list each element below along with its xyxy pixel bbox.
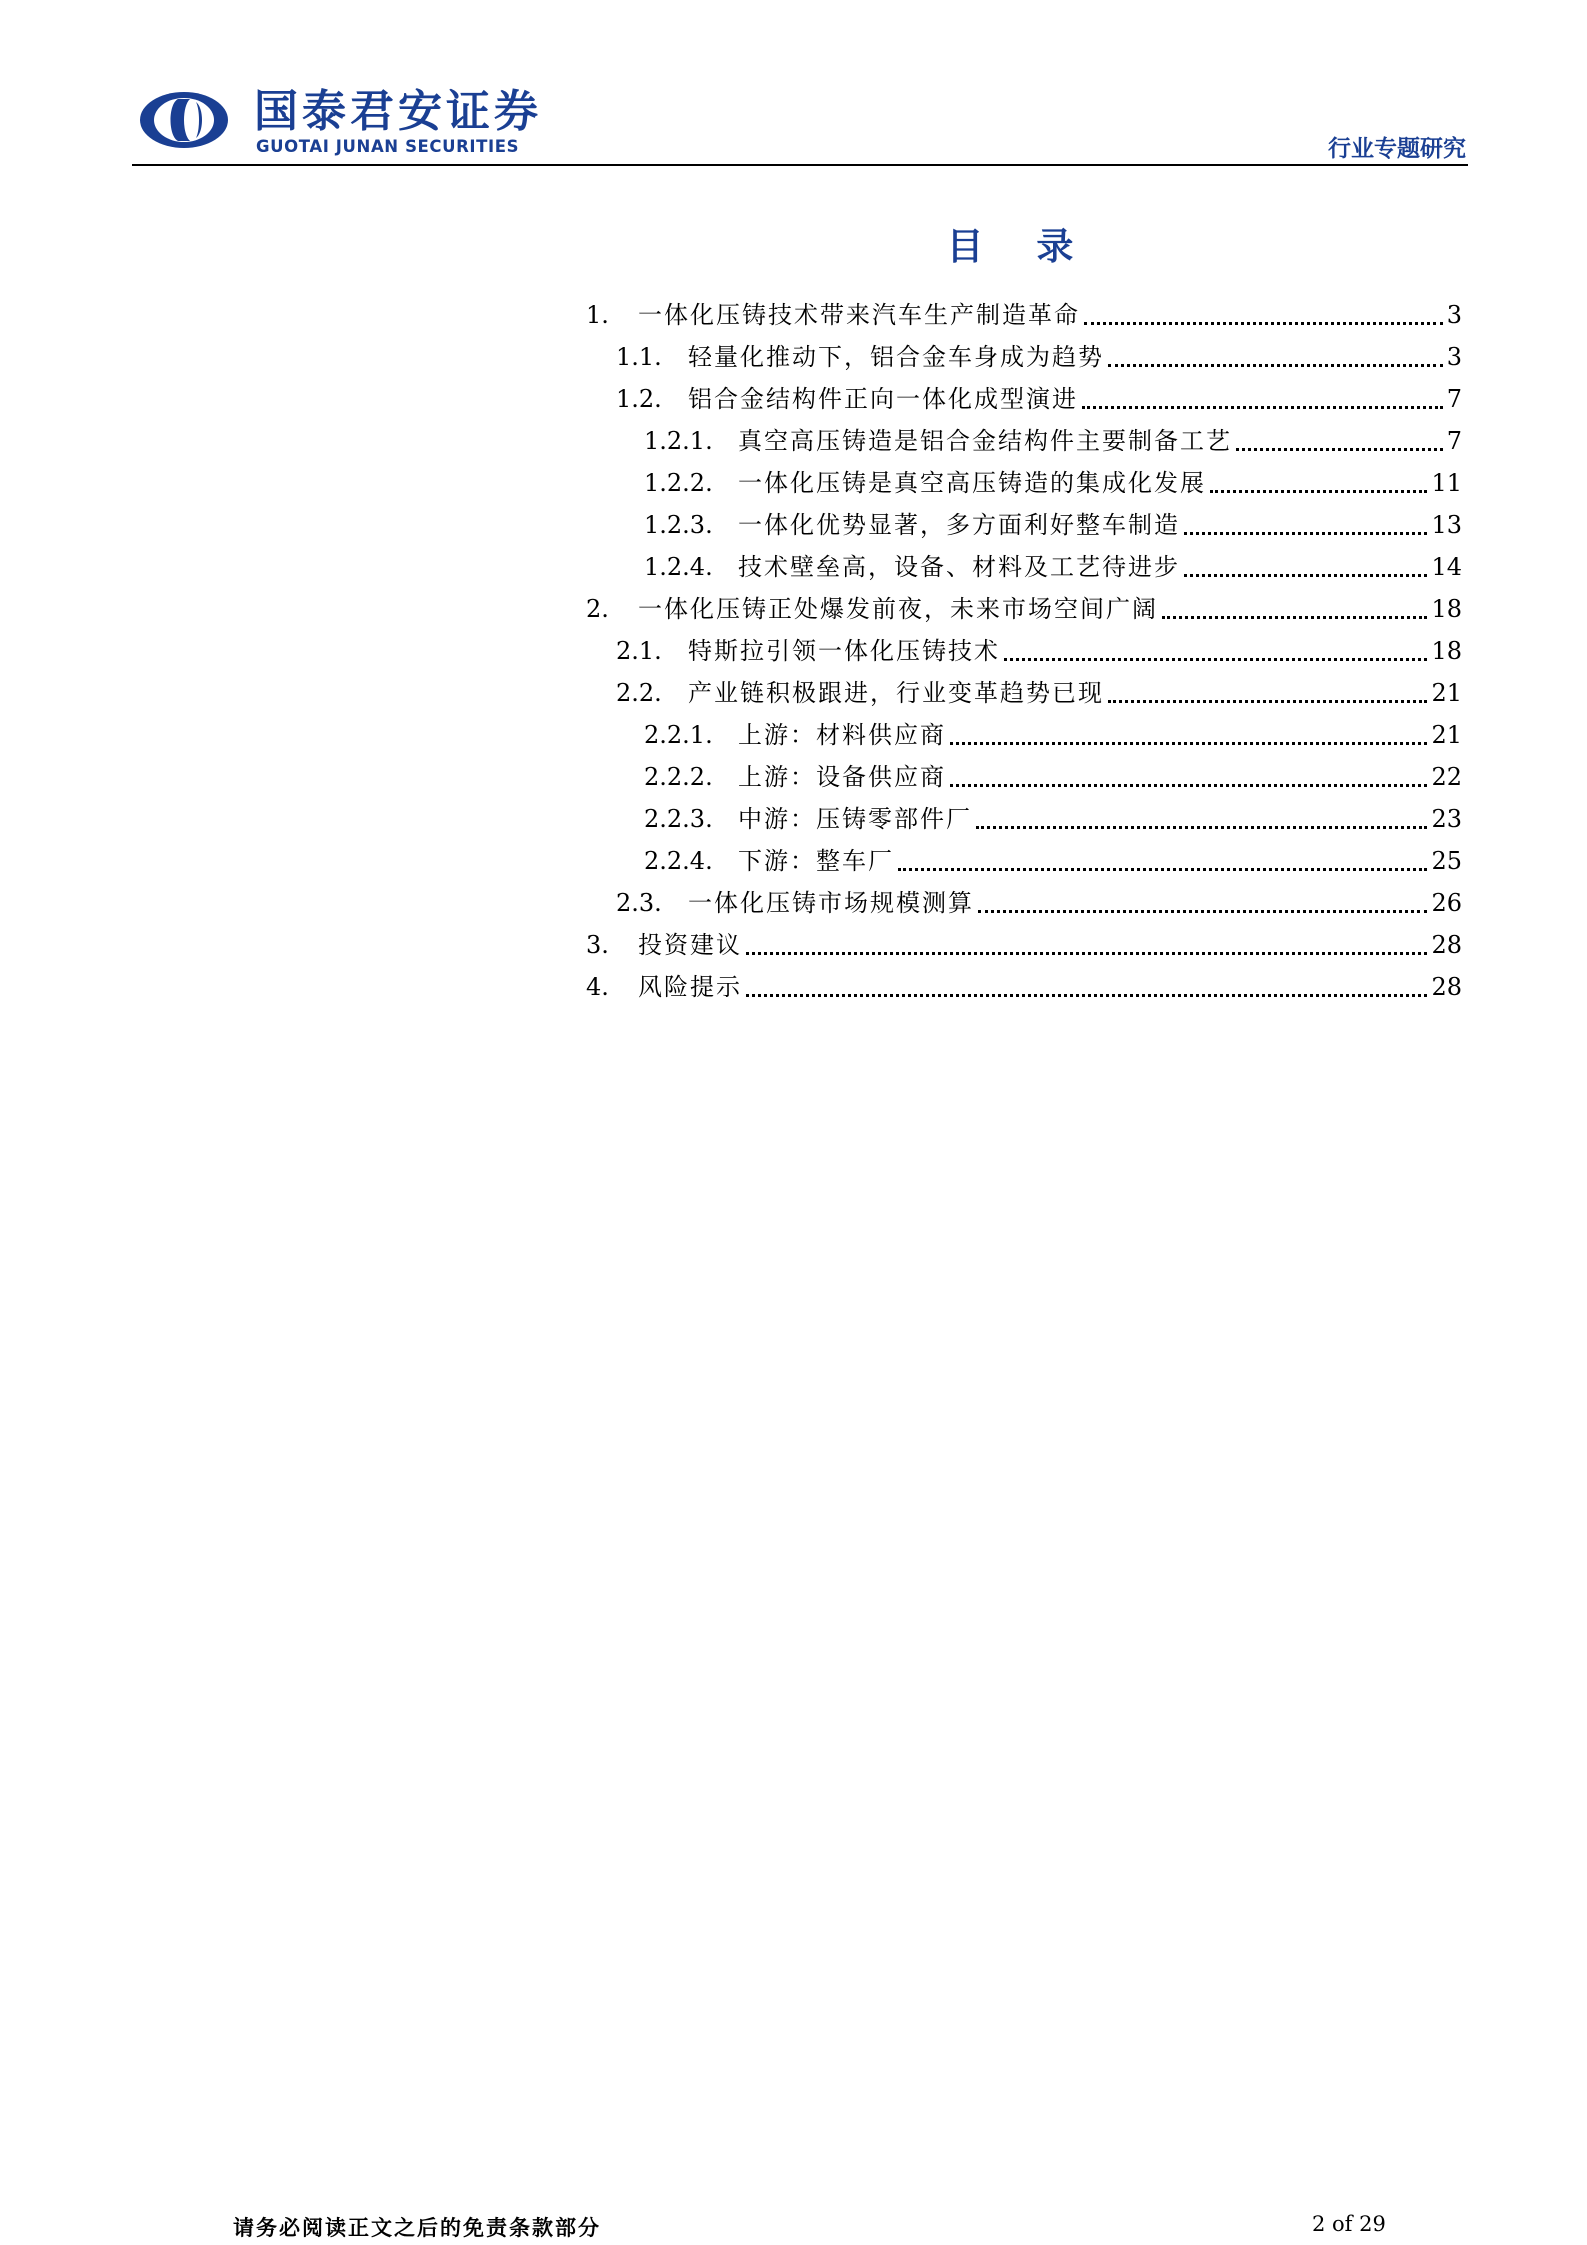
toc-dot-leader [976,806,1427,829]
toc-entry-number: 1.2.1. [644,427,713,455]
toc-entry-page: 3 [1446,301,1462,329]
toc-entry-page: 25 [1431,847,1462,875]
guotai-junan-logo-icon [138,90,230,150]
toc-entry-page: 21 [1431,721,1462,749]
toc-entry-number: 1.1. [616,343,662,371]
toc-dot-leader [1082,386,1443,409]
toc-dot-leader [1108,680,1427,703]
toc-entry[interactable] [586,840,1462,882]
report-type: 行业专题研究 [1328,135,1466,162]
toc-entry-number: 1. [586,301,609,329]
toc-entry-title: 中游：压铸零部件厂 [738,805,972,833]
footer-disclaimer: 请务必阅读正文之后的免责条款部分 [233,2215,601,2240]
toc-entry-number: 1.2. [616,385,662,413]
toc-entry-title: 特斯拉引领一体化压铸技术 [688,637,1000,665]
toc-entry-title: 技术壁垒高，设备、材料及工艺待进步 [738,553,1180,581]
toc-title: 目 录 [946,224,1094,268]
company-name-en: GUOTAI JUNAN SECURITIES [256,137,520,156]
toc-entry-title: 上游：材料供应商 [738,721,946,749]
toc-entry-page: 7 [1446,385,1462,413]
toc-dot-leader [978,890,1427,913]
toc-entry-page: 18 [1431,595,1462,623]
toc-entry-title: 一体化压铸正处爆发前夜，未来市场空间广阔 [638,595,1158,623]
toc-entry[interactable] [586,336,1462,378]
toc-entry[interactable] [586,462,1462,504]
toc-entry[interactable] [586,882,1462,924]
page-indicator: 2 of 29 [1312,2212,1386,2236]
toc-dot-leader [898,848,1427,871]
toc-entry-page: 28 [1431,973,1462,1001]
toc-entry-title: 一体化压铸技术带来汽车生产制造革命 [638,301,1080,329]
toc-entry-title: 铝合金结构件正向一体化成型演进 [688,385,1078,413]
company-name-cn: 国泰君安证券 [254,86,542,137]
toc-entry[interactable] [586,420,1462,462]
toc-dot-leader [746,932,1427,955]
toc-entry-page: 18 [1431,637,1462,665]
toc-entry-page: 11 [1431,469,1462,497]
toc-entry-number: 4. [586,973,609,1001]
toc-entry-title: 下游：整车厂 [738,847,894,875]
toc-dot-leader [1162,596,1427,619]
toc-dot-leader [746,974,1427,997]
toc-dot-leader [1108,344,1443,367]
toc-entry-page: 26 [1431,889,1462,917]
toc-entry-page: 23 [1431,805,1462,833]
toc-entry-page: 22 [1431,763,1462,791]
toc-entry-number: 2.2.1. [644,721,713,749]
toc-entry-number: 2.3. [616,889,662,917]
toc-entry-title: 上游：设备供应商 [738,763,946,791]
toc-dot-leader [950,722,1427,745]
toc-entry[interactable] [586,714,1462,756]
toc-dot-leader [1184,554,1427,577]
toc-entry[interactable] [586,630,1462,672]
toc-dot-leader [1184,512,1427,535]
toc-dot-leader [1084,302,1443,325]
toc-entry[interactable] [586,756,1462,798]
toc-entry-title: 一体化压铸是真空高压铸造的集成化发展 [738,469,1206,497]
toc-entry-title: 轻量化推动下，铝合金车身成为趋势 [688,343,1104,371]
toc-entry[interactable] [586,798,1462,840]
toc-entry-title: 真空高压铸造是铝合金结构件主要制备工艺 [738,427,1232,455]
table-of-contents [586,294,1462,1008]
toc-entry-title: 风险提示 [638,973,742,1001]
toc-entry[interactable] [586,588,1462,630]
toc-entry-title: 投资建议 [638,931,742,959]
toc-entry-page: 7 [1446,427,1462,455]
toc-entry[interactable] [586,546,1462,588]
toc-entry[interactable] [586,924,1462,966]
toc-entry-page: 28 [1431,931,1462,959]
toc-entry-number: 3. [586,931,609,959]
toc-entry-number: 2.2.3. [644,805,713,833]
toc-entry-number: 1.2.2. [644,469,713,497]
toc-entry-number: 2. [586,595,609,623]
toc-entry-title: 一体化压铸市场规模测算 [688,889,974,917]
toc-dot-leader [1236,428,1443,451]
toc-entry[interactable] [586,378,1462,420]
toc-dot-leader [1210,470,1427,493]
toc-entry-number: 1.2.3. [644,511,713,539]
page-header [132,80,1468,166]
toc-entry-page: 14 [1431,553,1462,581]
toc-dot-leader [1004,638,1427,661]
toc-entry-number: 1.2.4. [644,553,713,581]
toc-entry-number: 2.2. [616,679,662,707]
toc-entry-title: 产业链积极跟进，行业变革趋势已现 [688,679,1104,707]
header-divider [132,164,1468,166]
toc-entry-page: 21 [1431,679,1462,707]
toc-entry-title: 一体化优势显著，多方面利好整车制造 [738,511,1180,539]
toc-entry-number: 2.2.2. [644,763,713,791]
toc-entry[interactable] [586,966,1462,1008]
toc-entry[interactable] [586,294,1462,336]
toc-entry[interactable] [586,672,1462,714]
toc-entry-number: 2.1. [616,637,662,665]
toc-entry[interactable] [586,504,1462,546]
toc-entry-page: 13 [1431,511,1462,539]
toc-dot-leader [950,764,1427,787]
toc-entry-page: 3 [1446,343,1462,371]
toc-entry-number: 2.2.4. [644,847,713,875]
